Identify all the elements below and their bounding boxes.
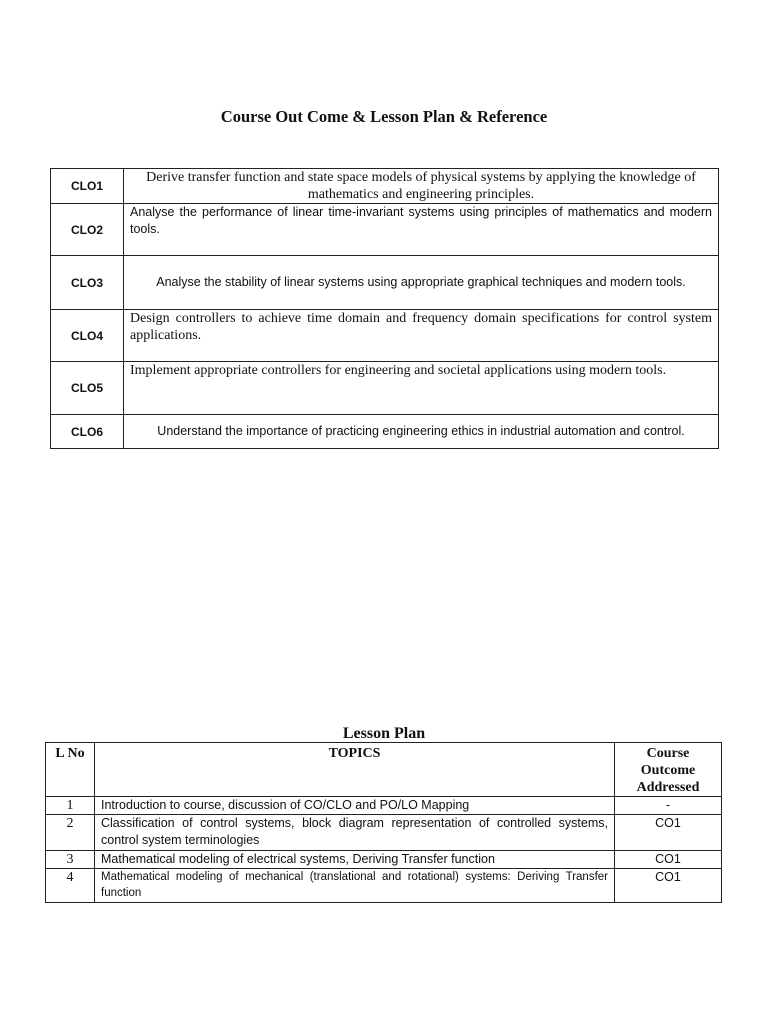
lesson-topic: Classification of control systems, block diagram representation of controlled systems, control system terminologies (95, 815, 615, 851)
page-title: Course Out Come & Lesson Plan & Reference (220, 107, 548, 126)
table-row (46, 797, 722, 815)
table-row (51, 415, 719, 449)
lesson-number: 4 (46, 869, 95, 903)
lesson-outcome: CO1 (615, 869, 722, 903)
table-row (51, 310, 719, 362)
clo-id: CLO6 (51, 415, 124, 449)
clo-id: CLO2 (51, 204, 124, 256)
table-row (51, 362, 719, 415)
lesson-outcome: CO1 (615, 851, 722, 869)
clo-description: Derive transfer function and state space models of physical systems by applying the knowledge of mathematics and engineering principles. (124, 169, 719, 204)
lesson-plan-table (45, 742, 722, 903)
header-course-outcome-line2: Outcome (640, 763, 696, 778)
lesson-outcome: CO1 (615, 815, 722, 851)
clo-id: CLO1 (51, 169, 124, 204)
clo-description: Understand the importance of practicing engineering ethics in industrial automation and control. (124, 415, 719, 449)
lesson-plan-heading: Lesson Plan (342, 725, 426, 742)
lesson-outcome: - (615, 797, 722, 815)
lesson-topic: Mathematical modeling of electrical systems, Deriving Transfer function (95, 851, 615, 869)
clo-id: CLO5 (51, 362, 124, 415)
header-lesson-no: L No (46, 743, 95, 797)
table-row (46, 869, 722, 903)
lesson-number: 3 (46, 851, 95, 869)
lesson-topic: Mathematical modeling of mechanical (translational and rotational) systems: Deriving Transfer function (95, 869, 615, 903)
header-course-outcome-line1: Course (646, 746, 690, 761)
header-topics: TOPICS (95, 743, 615, 797)
header-course-outcome (615, 743, 722, 797)
table-row (51, 204, 719, 256)
table-row (51, 256, 719, 310)
clo-description: Implement appropriate controllers for engineering and societal applications using modern tools. (124, 362, 719, 415)
clo-table (50, 168, 719, 449)
table-header-row (46, 743, 722, 797)
clo-description: Analyse the stability of linear systems using appropriate graphical techniques and modern tools. (124, 256, 719, 310)
clo-id: CLO3 (51, 256, 124, 310)
table-row (46, 815, 722, 851)
lesson-number: 1 (46, 797, 95, 815)
clo-description: Design controllers to achieve time domain and frequency domain specifications for control system applications. (124, 310, 719, 362)
clo-description: Analyse the performance of linear time-invariant systems using principles of mathematics and modern tools. (124, 204, 719, 256)
lesson-topic: Introduction to course, discussion of CO/CLO and PO/LO Mapping (95, 797, 615, 815)
header-course-outcome-line3: Addressed (636, 780, 700, 795)
lesson-number: 2 (46, 815, 95, 851)
table-row (46, 851, 722, 869)
clo-id: CLO4 (51, 310, 124, 362)
table-row (51, 169, 719, 204)
